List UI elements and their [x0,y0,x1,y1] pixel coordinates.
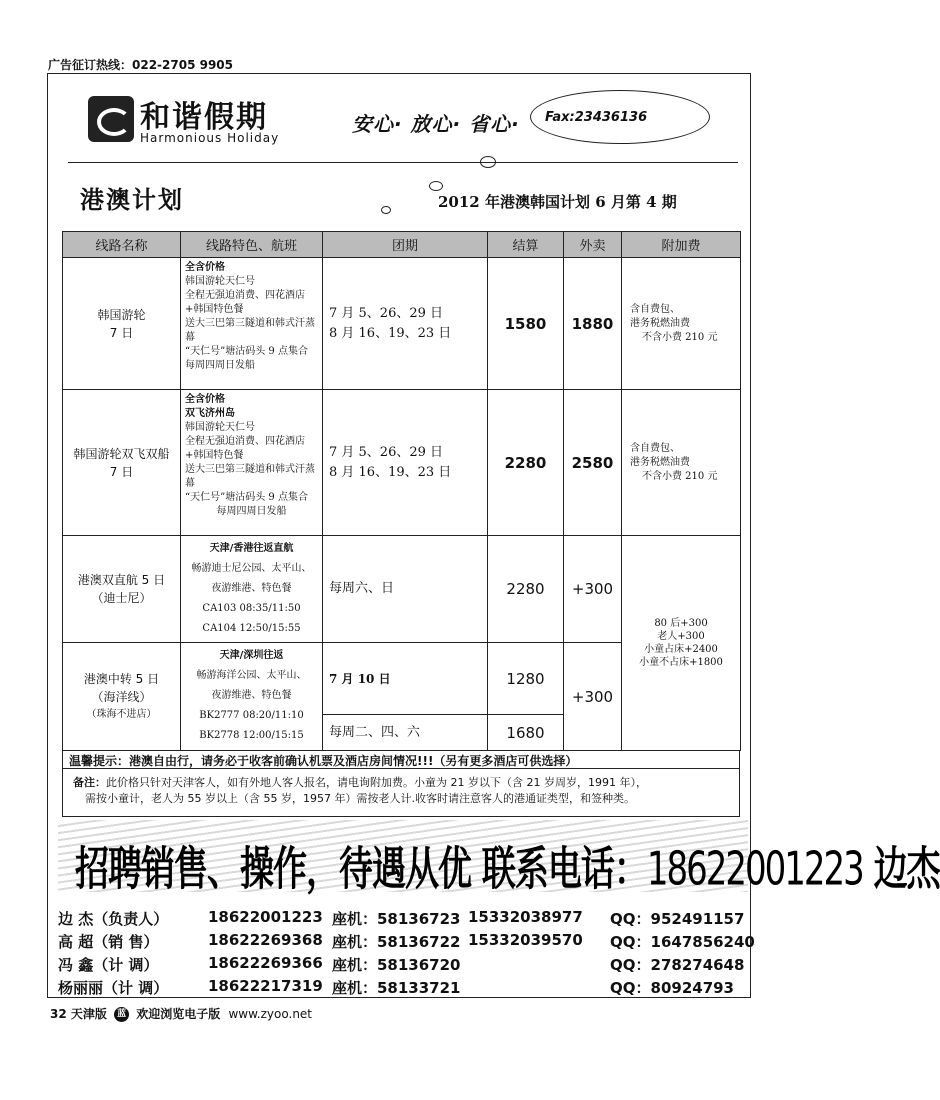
table-header-row [63,232,741,258]
section-title: 港澳计划 [80,186,184,214]
col-header: 结算 [488,232,564,258]
route-name: 韩国游轮双飞双船 7 日 [63,390,181,536]
contact-landline: 座机：58136723 [332,910,461,928]
table-row [63,258,741,390]
route-features: 天津/香港往返直航 畅游迪士尼公园、太平山、 夜游维港、特色餐 CA103 08:35/11:50 CA104 12:50/15:55 [181,536,323,643]
route-name: 港澳中转 5 日 （海洋线） （珠海不进店） [63,643,181,751]
settle-price: 1280 [488,643,564,715]
tip-text: 温馨提示：港澳自由行，请务必于收客前确认机票及酒店房间情况!!!（另有更多酒店可供选择） [62,750,740,769]
footer-text: 欢迎浏览电子版 [136,1007,221,1021]
contact-name: 高 超（销 售） [58,933,159,951]
col-header: 附加费 [622,232,741,258]
route-name: 港澳双直航 5 日 （迪士尼） [63,536,181,643]
fax-number: Fax:23436136 [545,110,648,125]
table-row [63,536,741,643]
tour-dates: 每周二、四、六 [323,715,488,751]
page-number: 32 天津版 [50,1007,107,1021]
settle-price: 2280 [488,390,564,536]
route-features: 天津/深圳往返 畅游海洋公园、太平山、 夜游维港、特色餐 BK2777 08:20/11:10 BK2778 12:00/15:15 [181,643,323,751]
retail-price: +300 [564,536,622,643]
page-footer [50,1005,312,1022]
contact-alt-phone: 15332039570 [468,931,583,949]
extra-fee: 80 后+300 老人+300 小童占床+2400 小童不占床+1800 [622,536,741,751]
header-divider [68,162,738,163]
col-header: 团期 [323,232,488,258]
plan-title: 2012 年港澳韩国计划 6 月第 4 期 [438,193,677,211]
logo-swirl-icon [88,96,134,142]
contact-name: 杨丽丽（计 调） [58,979,169,997]
contact-qq: QQ：1647856240 [610,933,755,951]
col-header: 线路名称 [63,232,181,258]
contact-landline: 座机：58136720 [332,956,461,974]
contact-landline: 座机：58136722 [332,933,461,951]
route-features: 全含价格 韩国游轮天仁号 全程无强迫消费、四花酒店+韩国特色餐 送大三巴第三隧道和韩式汗蒸幕 “天仁号”塘沽码头 9 点集合 每周四周日发船 [181,258,323,390]
cloud-bubble [381,206,391,214]
settle-price: 1580 [488,258,564,390]
footer-url[interactable]: www.zyoo.net [228,1007,313,1021]
tour-dates: 7 月 5、26、29 日 8 月 16、19、23 日 [323,390,488,536]
routes-table [62,231,741,751]
route-name: 韩国游轮 7 日 [63,258,181,390]
col-header: 线路特色、航班 [181,232,323,258]
contact-mobile: 18622269366 [208,954,323,972]
contact-qq: QQ：952491157 [610,910,745,928]
retail-price: 2580 [564,390,622,536]
slogan: 安心· 放心· 省心· [352,112,520,136]
ad-hotline: 广告征订热线：022-2705 9905 [48,58,234,72]
edition-badge-icon: 蓝 [114,1007,129,1022]
contact-qq: QQ：80924793 [610,979,734,997]
route-features: 全含价格 双飞济州岛 韩国游轮天仁号 全程无强迫消费、四花酒店+韩国特色餐 送大三巴第三隧道和韩式汗蒸幕 “天仁号”塘沽码头 9 点集合 每周四周日发船 [181,390,323,536]
extra-fee: 含自费包、 港务税燃油费 不含小费 210 元 [622,258,741,390]
logo-title: 和谐假期 [140,100,268,135]
tour-dates: 每周六、日 [323,536,488,643]
retail-price: 1880 [564,258,622,390]
settle-price: 2280 [488,536,564,643]
contact-mobile: 18622269368 [208,931,323,949]
contact-mobile: 18622217319 [208,977,323,995]
retail-price: +300 [564,643,622,751]
contact-qq: QQ：278274648 [610,956,745,974]
settle-price: 1680 [488,715,564,751]
col-header: 外卖 [564,232,622,258]
contact-mobile: 18622001223 [208,908,323,926]
table-row [63,390,741,536]
contact-name: 边 杰（负责人） [58,910,169,928]
note-text: 备注：此价格只针对天津客人，如有外地人客人报名，请电询附加费。小童为 21 岁以下（含 21 岁周岁，1991 年）， 需按小童计，老人为 55 岁以上（含 55 岁，1957 年）需按老人计.收客时请注意客人的港通证类型，和签种类。 [62,769,740,817]
contact-name: 冯 鑫（计 调） [58,956,159,974]
recruit-text: 招聘销售、操作，待遇从优 联系电话：18622001223 边杰 [75,842,940,897]
cloud-bubble [429,181,443,191]
contact-landline: 座机：58133721 [332,979,461,997]
tour-dates: 7 月 5、26、29 日 8 月 16、19、23 日 [323,258,488,390]
logo-subtitle: Harmonious Holiday [140,131,280,145]
extra-fee: 含自费包、 港务税燃油费 不含小费 210 元 [622,390,741,536]
tour-dates: 7 月 10 日 [323,643,488,715]
contact-alt-phone: 15332038977 [468,908,583,926]
